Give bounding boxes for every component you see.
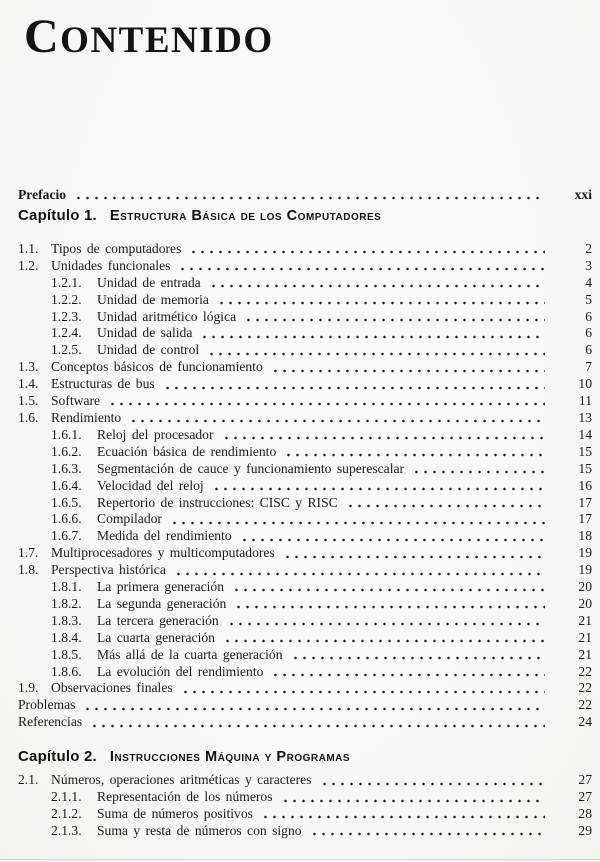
entry-number: 1.1.: [18, 240, 39, 256]
entry-label: Velocidad del reloj: [97, 477, 204, 493]
entry-number: 1.6.6.: [51, 511, 82, 527]
entry-number: 1.9.: [18, 680, 39, 696]
entry-number: 1.6.1.: [51, 426, 82, 442]
dot-leader: [209, 284, 545, 288]
table-of-contents: [0, 187, 600, 840]
entry-number: 1.6.7.: [51, 528, 82, 544]
dot-leader: [178, 267, 545, 271]
entry-number: 1.4.: [18, 376, 39, 392]
dot-leader: [291, 656, 546, 660]
dot-leader: [271, 673, 545, 677]
entry-number: 1.8.3.: [51, 612, 82, 628]
entry-page-number: 19: [578, 545, 592, 561]
dot-leader: [200, 335, 545, 339]
dot-leader: [320, 782, 546, 786]
entry-label: Tipos de computadores: [51, 240, 182, 256]
entry-page-number: 11: [578, 393, 592, 409]
entry-number: 1.8.: [18, 562, 39, 578]
dot-leader: [271, 369, 545, 373]
entry-page-number: 6: [585, 342, 592, 358]
entry-number: 1.8.5.: [51, 646, 82, 662]
chapter-title: Instrucciones Máquina y Programas: [109, 749, 351, 766]
entry-label: Estructuras de bus: [51, 376, 155, 392]
dot-leader: [412, 470, 545, 474]
entry-number: 1.8.6.: [51, 663, 82, 679]
dot-leader: [189, 250, 545, 254]
chapter-number: Capítulo 2.: [18, 748, 97, 766]
entry-label: Unidad de entrada: [97, 274, 201, 290]
dot-leader: [223, 639, 545, 643]
entry-label: Segmentación de cauce y funcionamiento superescalar: [97, 460, 405, 476]
toc-entry: [18, 680, 592, 697]
entry-label: Números, operaciones aritméticas y caracteres: [51, 772, 312, 788]
entry-page-number: 6: [585, 308, 592, 324]
dot-leader: [222, 436, 546, 440]
entry-label: La evolución del rendimiento: [97, 663, 264, 679]
entry-label: Representación de los números: [97, 789, 273, 805]
entry-page-number: 22: [578, 697, 592, 713]
entry-label: Suma y resta de números con signo: [97, 822, 302, 838]
entry-page-number: 5: [585, 291, 592, 307]
entry-page-number: 4: [585, 274, 592, 290]
entry-label: Unidad de control: [97, 342, 200, 358]
entry-label: Multiprocesadores y multicomputadores: [51, 545, 275, 561]
toc-entry: [18, 647, 592, 664]
toc-entry: [18, 528, 592, 545]
entry-number: 1.2.5.: [51, 342, 82, 358]
entry-label: Repertorio de instrucciones: CISC y RISC: [97, 494, 338, 510]
toc-entry: [18, 309, 592, 326]
toc-entry: [18, 772, 592, 789]
toc-entry: [18, 325, 592, 342]
entry-label: Ecuación básica de rendimiento: [97, 443, 277, 459]
entry-label: La segunda generación: [97, 595, 227, 611]
entry-number: 2.1.3.: [51, 822, 82, 838]
toc-entry: [18, 275, 592, 292]
dot-leader: [170, 521, 545, 525]
page-title: CONTENIDO: [24, 10, 274, 63]
entry-page-number: 15: [578, 460, 592, 476]
toc-entry: [18, 714, 592, 731]
entry-label: Unidad aritmético lógica: [97, 308, 237, 324]
toc-entry: [18, 562, 592, 579]
entry-label: Observaciones finales: [51, 680, 173, 696]
entry-page-number: 27: [578, 789, 592, 805]
toc-entry: [18, 342, 592, 359]
dot-leader: [129, 419, 545, 423]
toc-entry: [18, 789, 592, 806]
entry-page-number: 21: [578, 629, 592, 645]
entry-label: La tercera generación: [97, 612, 219, 628]
entry-number: 1.2.: [18, 257, 39, 273]
entry-number: 1.3.: [18, 359, 39, 375]
toc-entry: [18, 241, 592, 258]
entry-page-number: 15: [578, 443, 592, 459]
entry-number: 1.2.1.: [51, 274, 82, 290]
toc-entry: [18, 511, 592, 528]
toc-entry: [18, 187, 592, 204]
entry-label: Compilador: [97, 511, 162, 527]
toc-entry: [18, 393, 592, 410]
entry-label: Perspectiva histórica: [51, 562, 166, 578]
toc-entry: [18, 596, 592, 613]
entry-page-number: 17: [578, 494, 592, 510]
entry-page-number: 3: [585, 257, 592, 273]
toc-entry: [18, 613, 592, 630]
entry-label: Medida del rendimiento: [97, 528, 232, 544]
dot-leader: [181, 690, 545, 694]
entry-label: Software: [51, 393, 101, 409]
dot-leader: [174, 572, 545, 576]
entry-page-number: 14: [578, 426, 592, 442]
dot-leader: [83, 707, 545, 711]
toc-entry: [18, 630, 592, 647]
entry-label: Unidad de memoria: [97, 291, 209, 307]
entry-number: 1.6.5.: [51, 494, 82, 510]
toc-entry: [18, 359, 592, 376]
entry-page-number: 21: [578, 646, 592, 662]
entry-label: La primera generación: [97, 579, 225, 595]
entry-number: 1.5.: [18, 393, 39, 409]
chapter-title: Estructura Básica de los Computadores: [109, 207, 382, 224]
entry-page-number: 22: [578, 680, 592, 696]
entry-label: Rendimiento: [51, 409, 122, 425]
toc-entry: [18, 806, 592, 823]
entry-number: 1.8.2.: [51, 595, 82, 611]
entry-page-number: 20: [578, 579, 592, 595]
toc-entry: [18, 545, 592, 562]
entry-number: 1.7.: [18, 545, 39, 561]
dot-leader: [234, 605, 545, 609]
toc-entry: [18, 258, 592, 275]
entry-label: Unidad de salida: [97, 325, 193, 341]
toc-entry: [18, 292, 592, 309]
entry-label: Más allá de la cuarta generación: [97, 646, 283, 662]
entry-number: 1.8.4.: [51, 629, 82, 645]
entry-page-number: 6: [585, 325, 592, 341]
chapter-heading: [18, 747, 592, 767]
entry-number: 1.6.2.: [51, 443, 82, 459]
dot-leader: [163, 386, 545, 390]
entry-page-number: 2: [585, 240, 592, 256]
entry-page-number: 7: [585, 359, 592, 375]
entry-label: Prefacio: [18, 187, 67, 202]
entry-page-number: 28: [578, 806, 592, 821]
toc-entry: [18, 376, 592, 393]
toc-entry: [18, 823, 592, 840]
entry-number: 1.6.3.: [51, 460, 82, 476]
entry-number: 2.1.2.: [51, 806, 82, 821]
dot-leader: [74, 196, 545, 200]
dot-leader: [261, 815, 545, 819]
entry-label: Problemas: [18, 697, 76, 713]
dot-leader: [212, 487, 545, 491]
toc-entry: [18, 495, 592, 512]
entry-page-number: 18: [578, 528, 592, 544]
dot-leader: [207, 352, 545, 356]
entry-page-number: 16: [578, 477, 592, 493]
entry-page-number: 10: [578, 376, 592, 392]
toc-entry: [18, 461, 592, 478]
entry-page-number: 27: [578, 772, 592, 788]
dot-leader: [108, 402, 545, 406]
entry-page-number: 17: [578, 511, 592, 527]
toc-entry: [18, 664, 592, 681]
chapter-number: Capítulo 1.: [18, 206, 97, 224]
entry-number: 1.2.2.: [51, 291, 82, 307]
entry-page-number: 21: [578, 612, 592, 628]
toc-entry: [18, 579, 592, 596]
entry-label: Reloj del procesador: [97, 426, 214, 442]
dot-leader: [240, 538, 545, 542]
dot-leader: [281, 799, 546, 803]
entry-page-number: 24: [578, 714, 592, 730]
entry-label: La cuarta generación: [97, 629, 215, 645]
dot-leader: [217, 301, 545, 305]
dot-leader: [283, 555, 545, 559]
dot-leader: [346, 504, 545, 508]
toc-entry: [18, 410, 592, 427]
entry-number: 1.2.3.: [51, 308, 82, 324]
dot-leader: [90, 724, 545, 728]
entry-label: Suma de números positivos: [97, 806, 253, 821]
entry-number: 1.8.1.: [51, 579, 82, 595]
entry-page-number: 19: [578, 562, 592, 578]
toc-entry: [18, 444, 592, 461]
scanned-page: [0, 10, 600, 840]
dot-leader: [232, 588, 545, 592]
entry-label: Referencias: [18, 714, 83, 730]
toc-entry: [18, 427, 592, 444]
entry-label: Conceptos básicos de funcionamiento: [51, 359, 263, 375]
entry-label: Unidades funcionales: [51, 257, 171, 273]
entry-number: 1.6.: [18, 409, 39, 425]
entry-page-number: 29: [578, 822, 592, 838]
entry-number: 1.6.4.: [51, 477, 82, 493]
toc-entry: [18, 697, 592, 714]
entry-page-number: 20: [578, 595, 592, 611]
dot-leader: [310, 832, 545, 836]
dot-leader: [244, 318, 545, 322]
entry-number: 2.1.: [18, 772, 39, 788]
dot-leader: [284, 453, 545, 457]
entry-number: 1.2.4.: [51, 325, 82, 341]
chapter-heading: [18, 206, 592, 226]
entry-page-number: xxi: [574, 187, 592, 202]
entry-page-number: 13: [578, 409, 592, 425]
toc-entry: [18, 478, 592, 495]
dot-leader: [227, 622, 545, 626]
entry-number: 2.1.1.: [51, 789, 82, 805]
entry-page-number: 22: [578, 663, 592, 679]
